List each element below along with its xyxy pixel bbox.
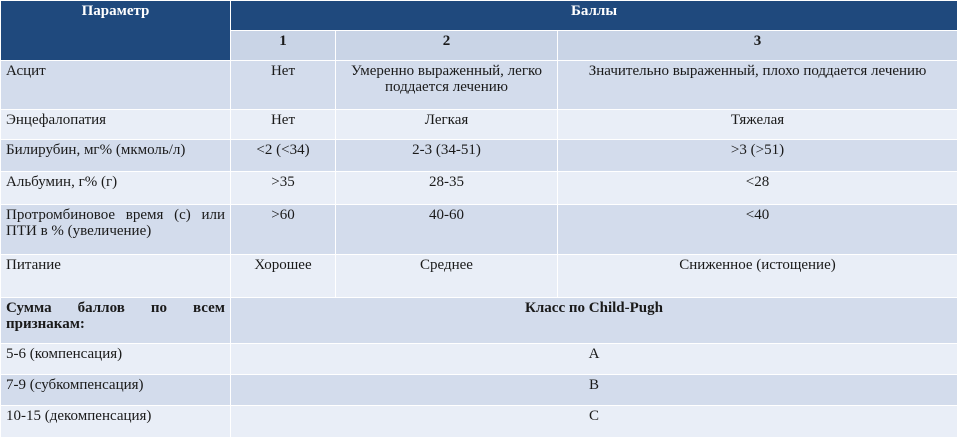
class-label: Класс по Child-Pugh	[231, 298, 957, 344]
score-col-2: 2	[336, 31, 558, 61]
score3-cell: Значительно выраженный, плохо поддается лечению	[558, 61, 957, 110]
table-row-encephalopathy	[1, 110, 957, 140]
header-row	[1, 1, 957, 31]
range-cell: 7-9 (субкомпенсация)	[1, 375, 231, 406]
class-cell: B	[231, 375, 957, 406]
score1-cell: Нет	[231, 110, 336, 140]
score1-cell: Нет	[231, 61, 336, 110]
score1-cell: >60	[231, 205, 336, 255]
table-row-class-a	[1, 344, 957, 375]
table-row-albumin	[1, 172, 957, 205]
score3-cell: Тяжелая	[558, 110, 957, 140]
score2-cell: 28-35	[336, 172, 558, 205]
param-cell: Альбумин, г% (г)	[1, 172, 231, 205]
param-cell: Энцефалопатия	[1, 110, 231, 140]
score2-cell: Умеренно выраженный, легко поддается лечению	[336, 61, 558, 110]
score2-cell: Среднее	[336, 255, 558, 298]
summary-header-row	[1, 298, 957, 344]
score2-cell: 2-3 (34-51)	[336, 140, 558, 172]
score2-cell: Легкая	[336, 110, 558, 140]
class-cell: A	[231, 344, 957, 375]
score-col-3: 3	[558, 31, 957, 61]
score3-cell: Сниженное (истощение)	[558, 255, 957, 298]
table-row-prothrombin	[1, 205, 957, 255]
score1-cell: <2 (<34)	[231, 140, 336, 172]
score-header: Баллы	[231, 1, 957, 31]
param-cell: Питание	[1, 255, 231, 298]
param-cell: Протромбиновое время (с) или ПТИ в % (увеличение)	[1, 205, 231, 255]
param-cell: Билирубин, мг% (мкмоль/л)	[1, 140, 231, 172]
range-cell: 5-6 (компенсация)	[1, 344, 231, 375]
table-row-class-b	[1, 375, 957, 406]
score3-cell: <40	[558, 205, 957, 255]
class-cell: C	[231, 406, 957, 438]
summary-label: Сумма баллов по всем признакам:	[1, 298, 231, 344]
score1-cell: Хорошее	[231, 255, 336, 298]
score-col-1: 1	[231, 31, 336, 61]
table-row-class-c	[1, 406, 957, 438]
param-cell: Асцит	[1, 61, 231, 110]
score3-cell: >3 (>51)	[558, 140, 957, 172]
score1-cell: >35	[231, 172, 336, 205]
param-header: Параметр	[1, 1, 231, 61]
table-row-bilirubin	[1, 140, 957, 172]
score2-cell: 40-60	[336, 205, 558, 255]
table-row-nutrition	[1, 255, 957, 298]
range-cell: 10-15 (декомпенсация)	[1, 406, 231, 438]
score3-cell: <28	[558, 172, 957, 205]
table-row-ascites	[1, 61, 957, 110]
